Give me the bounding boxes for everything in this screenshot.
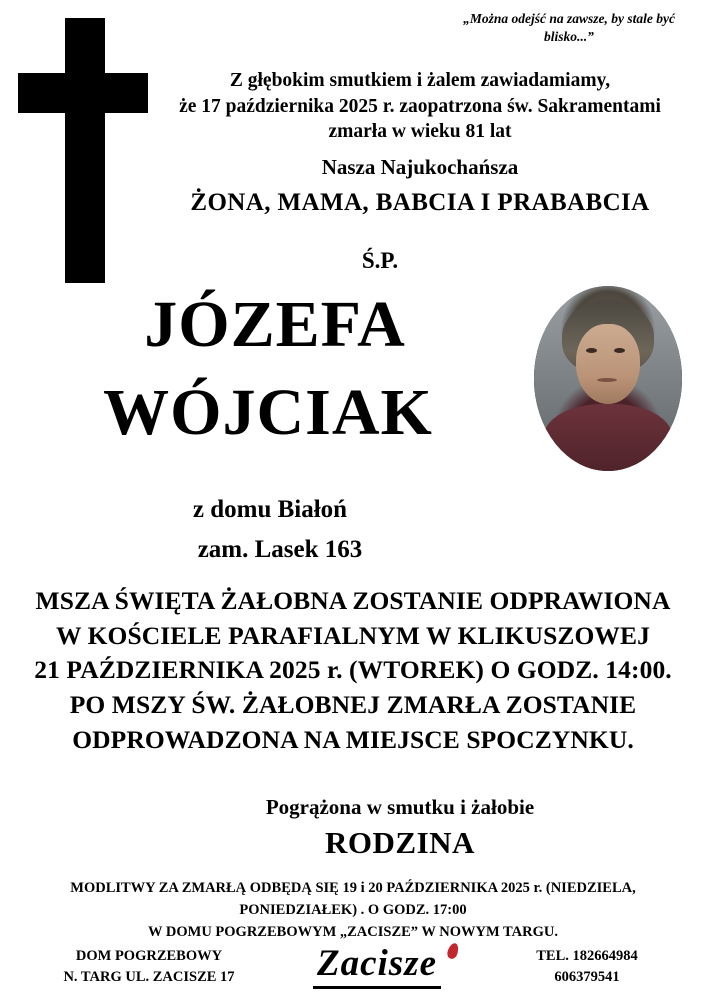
portrait-mouth [597,378,617,382]
cross-horizontal-bar [18,73,148,113]
cross-icon [18,18,148,283]
honorific-label: Ś.P. [361,248,399,273]
mass-line-5: ODPROWADZONA NA MIEJSCE SPOCZYNKU. [72,724,634,754]
deceased-maiden-name: z domu Białoń [192,496,348,523]
epitaph-quote: „Można odejść na zawsze, by stale być blisko...” [463,11,675,45]
intro-line-1: Z głębokim smutkiem i żalem zawiadamiamy, [229,70,611,91]
intro-line-3: zmarła w wieku 81 lat [328,121,512,143]
portrait-clothing [544,404,672,471]
footer [0,940,706,1000]
deceased-address: zam. Lasek 163 [197,536,363,563]
announcement-intro [150,68,690,217]
mass-line-3: 21 PAŹDZIERNIKA 2025 r. (WTOREK) O GODZ. 14:00. [34,655,672,685]
mass-line-2: W KOŚCIELE PARAFIALNYM W KLIKUSZOWEJ [56,620,650,650]
portrait-eye-left [586,348,597,353]
funeral-home-address [34,946,264,988]
portrait-eye-right [614,348,625,353]
cross-vertical-bar [65,18,105,283]
zacisze-logo-text: Zacisze [313,942,441,989]
prayer-line-1: MODLITWY ZA ZMARŁĄ ODBĘDĄ SIĘ 19 i 20 PAŹDZIERNIKA 2025 r. (NIEDZIELA, PONIEDZIAŁEK) . O GODZ. 17:00 [70,880,636,918]
prayer-line-2: W DOMU POGRZEBOWYM „ZACISZE” W NOWYM TARGU. [148,923,558,940]
deceased-last-name: WÓJCIAK [103,376,433,449]
mass-line-4: PO MSZY ŚW. ŻAŁOBNEJ ZMARŁA ZOSTANIE [69,690,637,720]
deceased-first-name: JÓZEFA [144,288,406,361]
prayer-details [18,878,688,943]
funeral-home-street: N. TARG UL. ZACISZE 17 [63,969,235,986]
portrait-face [576,324,640,404]
mass-details [22,584,684,757]
flame-icon [446,942,460,960]
portrait-photo [534,286,682,471]
mass-line-1: MSZA ŚWIĘTA ŻAŁOBNA ZOSTANIE ODPRAWIONA [35,586,671,615]
phone-line-2: 606379541 [554,969,620,986]
funeral-home-phone [492,946,682,988]
family-signature: RODZINA [325,825,475,860]
zacisze-logo [262,942,492,989]
grief-text: Pogrążona w smutku i żałobie [265,795,535,819]
intro-line-4: Nasza Najukochańsza [321,155,519,180]
phone-line-1: TEL. 182664984 [536,948,638,964]
intro-line-5: ŻONA, MAMA, BABCIA I PRABABCIA [190,189,650,217]
funeral-home-name: DOM POGRZEBOWY [75,948,223,964]
intro-line-2: że 17 października 2025 r. zaopatrzona św. Sakramentami [179,95,661,117]
